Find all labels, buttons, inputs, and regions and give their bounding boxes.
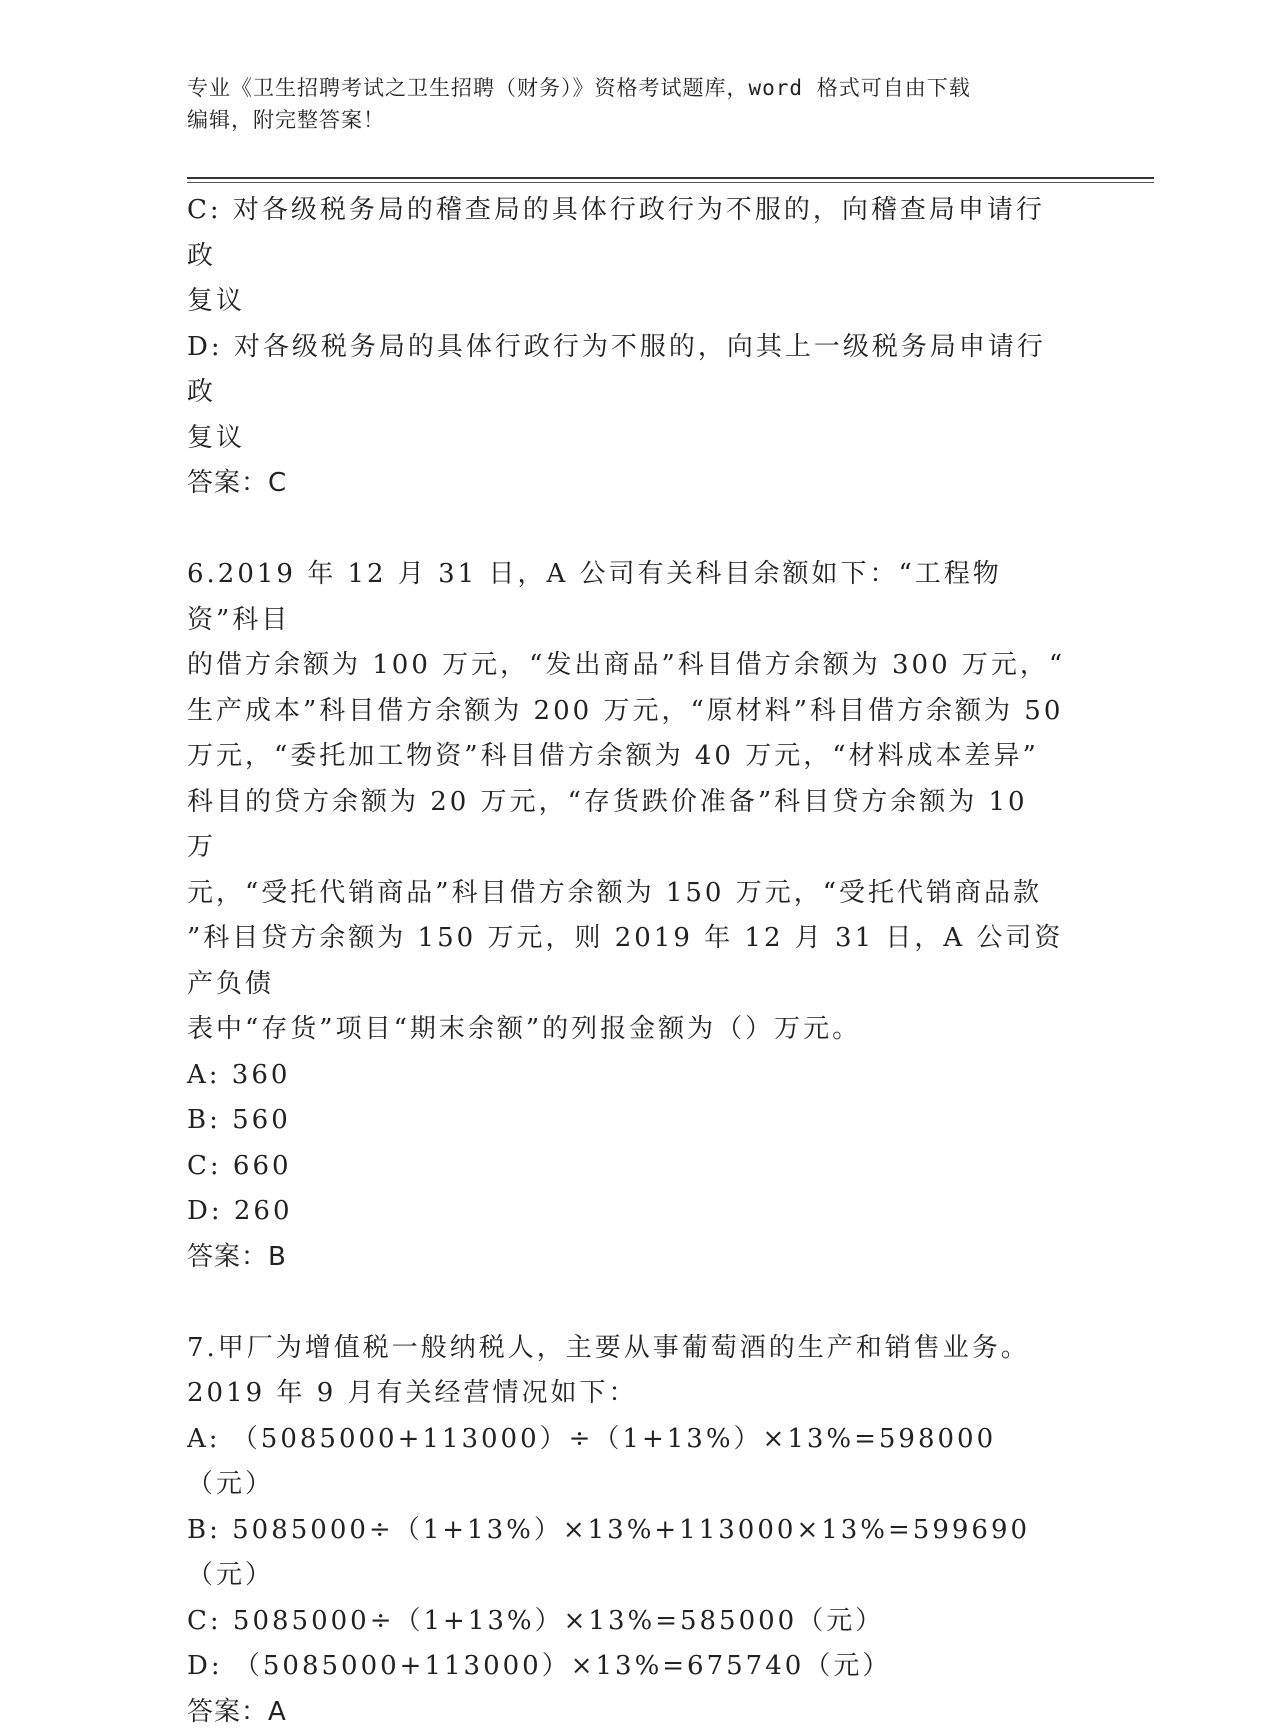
- q6-option-b: B: 560: [187, 1098, 1067, 1144]
- header-rule-thick: [187, 177, 1154, 179]
- q5-option-c-line-1: C: 对各级税务局的稽查局的具体行政行为不服的，向稽查局申请行政: [187, 188, 1067, 279]
- q6-stem-line-8: 表中“存货”项目“期末余额”的列报金额为（）万元。: [187, 1007, 1067, 1053]
- q7-option-c: C: 5085000÷（1+13%）×13%=585000（元）: [187, 1599, 1067, 1645]
- q6-stem-line-3: 生产成本”科目借方余额为 200 万元，“原材料”科目借方余额为 50: [187, 689, 1067, 735]
- q7-option-a: A: （5085000+113000）÷（1+13%）×13%=598000（元）: [187, 1417, 1067, 1508]
- q6-stem-line-6: 元，“受托代销商品”科目借方余额为 150 万元，“受托代销商品款: [187, 871, 1067, 917]
- question-7-block: [187, 1326, 1067, 1735]
- spacer: [187, 507, 1067, 553]
- document-body: [187, 188, 1067, 1735]
- header-line-1: 专业《卫生招聘考试之卫生招聘（财务）》资格考试题库，word 格式可自由下载: [187, 72, 1067, 104]
- q6-option-d: D: 260: [187, 1189, 1067, 1235]
- document-header: [187, 72, 1067, 136]
- q5-option-d-line-1: D: 对各级税务局的具体行政行为不服的，向其上一级税务局申请行政: [187, 325, 1067, 416]
- question-5-block: [187, 188, 1067, 507]
- q6-stem-line-7: ”科目贷方余额为 150 万元，则 2019 年 12 月 31 日，A 公司资产负债: [187, 916, 1067, 1007]
- q7-stem-line-2: 2019 年 9 月有关经营情况如下：: [187, 1371, 1067, 1417]
- q6-stem-line-4: 万元，“委托加工物资”科目借方余额为 40 万元，“材料成本差异”: [187, 734, 1067, 780]
- q7-option-b: B: 5085000÷（1+13%）×13%+113000×13%=599690（元）: [187, 1508, 1067, 1599]
- q5-option-d-line-2: 复议: [187, 416, 1067, 462]
- header-rule-thin: [187, 182, 1154, 183]
- q5-option-c-line-2: 复议: [187, 279, 1067, 325]
- spacer: [187, 1280, 1067, 1326]
- q5-answer: 答案：C: [187, 461, 1067, 507]
- q6-stem-line-2: 的借方余额为 100 万元，“发出商品”科目借方余额为 300 万元，“: [187, 643, 1067, 689]
- q7-stem-line-1: 7.甲厂为增值税一般纳税人，主要从事葡萄酒的生产和销售业务。: [187, 1326, 1067, 1372]
- q6-option-a: A: 360: [187, 1053, 1067, 1099]
- q6-answer: 答案：B: [187, 1235, 1067, 1281]
- q6-stem-line-5: 科目的贷方余额为 20 万元，“存货跌价准备”科目贷方余额为 10 万: [187, 780, 1067, 871]
- header-line-2: 编辑，附完整答案！: [187, 104, 1067, 136]
- q6-stem-line-1: 6.2019 年 12 月 31 日，A 公司有关科目余额如下：“工程物资”科目: [187, 552, 1067, 643]
- q7-answer: 答案：A: [187, 1690, 1067, 1735]
- question-6-block: [187, 552, 1067, 1280]
- q6-option-c: C: 660: [187, 1144, 1067, 1190]
- q7-option-d: D: （5085000+113000）×13%=675740（元）: [187, 1644, 1067, 1690]
